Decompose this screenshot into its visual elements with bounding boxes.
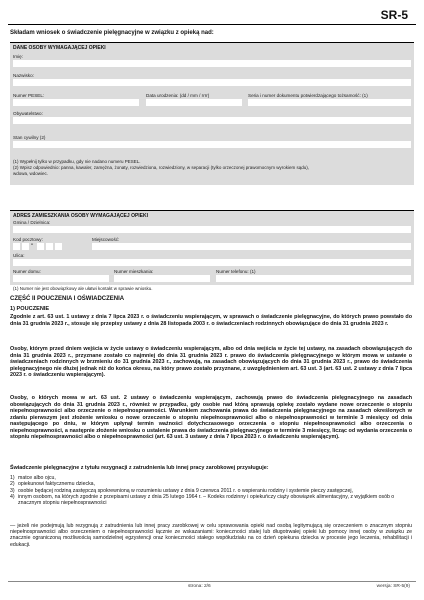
- paragraph-3: [10, 395, 412, 441]
- phone-label: Numer telefonu: (1): [216, 269, 256, 274]
- intro-text: Składam wniosek o świadczenie pielęgnacyjne w związku z opieką nad:: [10, 30, 214, 36]
- postal-code-digit[interactable]: [55, 243, 62, 250]
- list-item: [10, 494, 412, 507]
- paragraph-2: [10, 346, 412, 379]
- footnote: wdowa, wdowiec.: [13, 171, 49, 176]
- list-text: matce albo ojcu,: [18, 475, 56, 481]
- list-number: 4): [10, 493, 15, 500]
- street-label: Ulica:: [13, 253, 25, 258]
- subsection-title: 1) POUCZENIE: [10, 306, 50, 312]
- care-recipient-panel: [10, 42, 414, 185]
- address-panel: [10, 210, 414, 285]
- footer-divider: [8, 581, 416, 582]
- paragraph-4: Świadczenie pielęgnacyjne z tytułu rezygnacji z zatrudnienia lub innej pracy zarobkowej przysługuje:: [10, 465, 269, 471]
- id-document-label: Seria i numer dokumentu potwierdzającego tożsamość: (1): [248, 93, 368, 98]
- paragraph-text: Osoby, którym przed dniem wejścia w życie ustawy o świadczeniu wspierającym, albo od dnia wejścia w życie tej ustawy, na zasadach obowiązujących do dnia 31 grudnia 2023 r., przyznane zostało co najmniej do dnia 31 grudnia 2023 r. prawo do świadczenia pielęgnacyjnego w którym mowa w ustawie o świadczeniach rodzinnych w brzmieniu do 31 grudnia 2023 r., zachowują, na zasadach obowiązujących do dnia 31 grudnia 2023 r., prawo do świadczenia pielęgnacyjnego nie dłużej jednak niż do końca okresu, na który prawo zostało przyznane, z uwzględnieniem art. 63 ust. 3: [10, 346, 412, 372]
- town-label: Miejscowość:: [92, 237, 120, 242]
- citizenship-label: Obywatelstwo:: [13, 111, 43, 116]
- pesel-label: Numer PESEL:: [13, 93, 45, 98]
- phone-field[interactable]: [216, 275, 411, 282]
- form-code: SR-5: [380, 8, 408, 22]
- dob-field[interactable]: [146, 99, 242, 106]
- list-text: innym osobom, na których zgodnie z przepisami ustawy z dnia 25 lutego 1964 r. – Kodeks rodzinny i opiekuńczy ciąży obowiązek alimentacyjny, z wyjątkiem osób o znacznym stopniu niepełnosprawności: [18, 493, 395, 507]
- civil-status-label: Stan cywilny (2): [13, 135, 46, 140]
- house-number-label: Numer domu:: [13, 269, 41, 274]
- eligibility-list: [10, 475, 412, 506]
- flat-number-field[interactable]: [114, 275, 210, 282]
- paragraph-citation: (art. 63 ust. 2 ustawy z dnia 7 lipca 2023 r. o świadczeniu wspierającym).: [10, 365, 413, 378]
- municipality-field[interactable]: [13, 226, 411, 233]
- form-version: wersja: SR-5(9): [376, 584, 410, 589]
- citizenship-field[interactable]: [13, 117, 411, 124]
- id-document-field[interactable]: [248, 99, 411, 106]
- postal-code-digit[interactable]: [13, 243, 20, 250]
- part-title: CZĘŚĆ II POUCZENIA I OŚWIADCZENIA: [10, 296, 125, 302]
- list-number: 1): [10, 475, 15, 481]
- last-name-label: Nazwisko:: [13, 73, 34, 78]
- civil-status-field[interactable]: [13, 141, 411, 148]
- first-name-label: Imię:: [13, 54, 23, 59]
- paragraph-text: Osoby, o których mowa w art. 63 ust. 2 ustawy o świadczeniu wspierającym, zachowują prawo do świadczenia pielęgnacyjnego na zasadach obowiązujących do dnia 31 grudnia 2023 r., również w przypadku, gdy osobie nad którą sprawują opiekę zostało wydane nowe orzeczenie o stopniu niepełnosprawności albo orzeczenie o niepełnosprawności. Warunkiem zachowania prawa do świadczenia pielęgnacyjnego na zasadach określonych w zdaniu pierwszym jest złożenie wniosku o nowe orzeczenie o stopniu niepełnosprawności albo o niepełnosprawności w terminie 3 miesięcy od dnia następującego po dniu, w którym upłynął termin ważności dotychczasowego orzeczenia o stopniu niepełnosprawności albo orzeczenia o niepełnosprawności, a następnie złożenie wniosku o ustalenie prawa do świadczenia pielęgnacyjnego w terminie 3 miesięcy, licząc od wydania orzeczenia o stopniu niepełnosprawności albo o niepełnosprawności: [10, 395, 412, 440]
- municipality-label: Gmina / Dzielnica:: [13, 220, 51, 225]
- list-text: osobie będącej rodziną zastępczą spokrewnioną w rozumieniu ustawy z dnia 9 czerwca 2011 r. o wspieraniu rodziny i systemie pieczy zastępczej,: [18, 487, 353, 494]
- list-number: 3): [10, 487, 15, 494]
- postal-code-separator: -: [31, 242, 33, 248]
- dob-label: Data urodzenia: (dd / mm / rrrr): [146, 93, 210, 98]
- footnote: (2) Wpisz odpowiednio: panna, kawaler, zamężna, żonaty, rozwiedziona, rozwiedziony, w separacji (tylko orzeczonej prawomocnym wyrokiem sądu),: [13, 165, 309, 170]
- address-footnote: (1) Numer nie jest obowiązkowy ale ułatwi kontakt w sprawie wniosku.: [13, 286, 153, 291]
- house-number-field[interactable]: [13, 275, 109, 282]
- list-number: 2): [10, 481, 15, 488]
- top-divider: [8, 24, 416, 25]
- section-title: DANE OSOBY WYMAGAJĄCEJ OPIEKI: [13, 45, 106, 51]
- closing-paragraph: — jeżeli nie podejmują lub rezygnują z zatrudnienia lub innej pracy zarobkowej w celu sprawowania opieki nad osobą legitymującą się orzeczeniem o znacznym stopniu niepełnosprawności albo orzeczeniem o niepełnosprawności łącznie ze wskazaniami: konieczności stałej lub długotrwałej opieki lub pomocy innej osoby w związku ze znacznie ograniczoną możliwością samodzielnej egzystencji oraz konieczności stałego współudziału na co dzień opiekuna dziecka w procesie jego leczenia, rehabilitacji i edukacji.: [10, 523, 412, 548]
- section-title: ADRES ZAMIESZKANIA OSOBY WYMAGAJĄCEJ OPIEKI: [13, 213, 149, 219]
- list-text: opiekunowi faktycznemu dziecka,: [18, 481, 95, 488]
- postal-code-digit[interactable]: [22, 243, 29, 250]
- town-field[interactable]: [92, 243, 411, 250]
- last-name-field[interactable]: [13, 79, 411, 86]
- postal-code-digit[interactable]: [37, 243, 44, 250]
- paragraph-citation: (art. 63 ust. 3 ustawy z dnia 7 lipca 2023 r. o świadczeniu wspierającym).: [154, 434, 340, 440]
- pesel-field[interactable]: [13, 99, 139, 106]
- paragraph-1: Zgodnie z art. 63 ust. 1 ustawy z dnia 7 lipca 2023 r. o świadczeniu wspierającym, w sprawach o świadczenie pielęgnacyjne, do których prawo powstało do dnia 31 grudnia 2023 r., stosuje się przepisy ustawy z dnia 28 listopada 2003 r. o świadczeniach rodzinnych obowiązujące do dnia 31 grudnia 2023 r.: [10, 314, 412, 327]
- page-number: strona: 2/6: [188, 584, 211, 589]
- postal-code-label: Kod pocztowy:: [13, 237, 43, 242]
- flat-number-label: Numer mieszkania:: [114, 269, 154, 274]
- footnote: (1) Wypełnij tylko w przypadku, gdy nie nadano numeru PESEL.: [13, 159, 141, 164]
- first-name-field[interactable]: [13, 60, 411, 67]
- street-field[interactable]: [13, 259, 411, 266]
- postal-code-digit[interactable]: [46, 243, 53, 250]
